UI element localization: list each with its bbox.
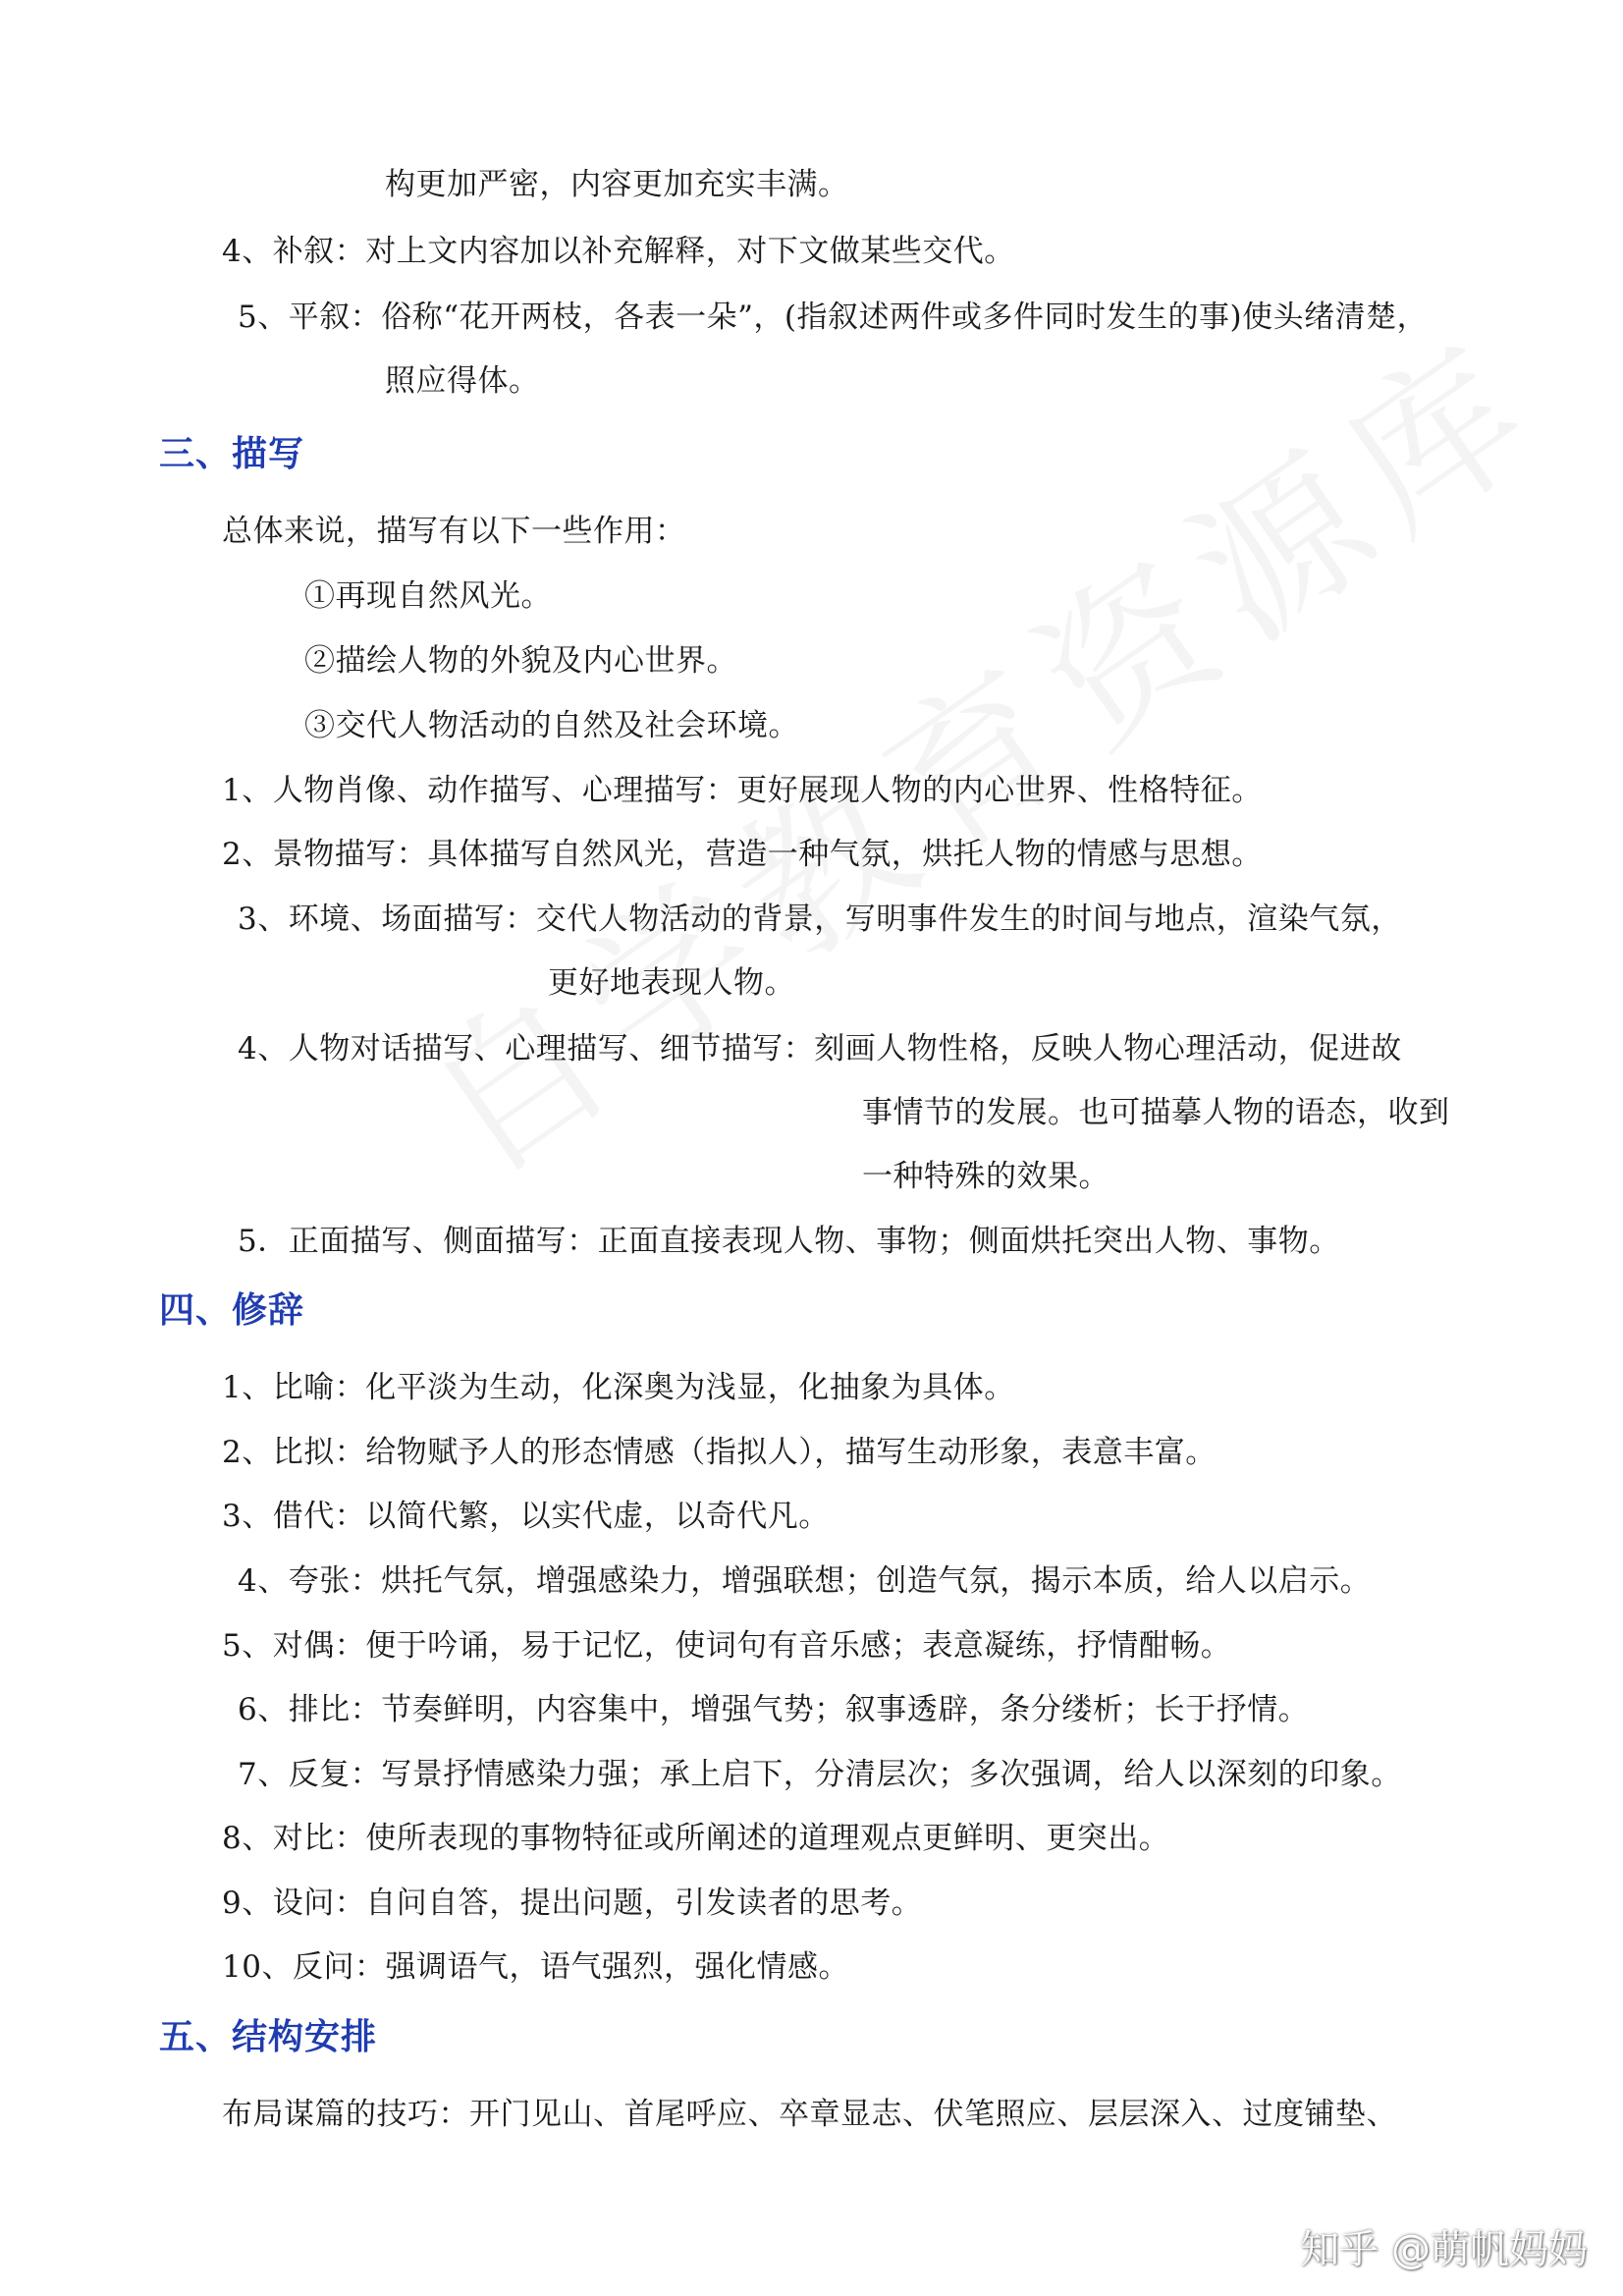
text-line: 布局谋篇的技巧：开门见山、首尾呼应、卒章显志、伏笔照应、层层深入、过度铺垫、 xyxy=(222,2097,1397,2132)
text-line: 照应得体。 xyxy=(385,363,540,399)
text-line: 总体来说，描写有以下一些作用： xyxy=(222,514,686,549)
list-item: 3、借代：以简代繁，以实代虚，以奇代凡。 xyxy=(222,1499,830,1534)
section-heading-structure: 五、结构安排 xyxy=(159,2017,378,2057)
list-item: 1、人物肖像、动作描写、心理描写：更好展现人物的内心世界、性格特征。 xyxy=(222,773,1263,808)
text-line: 事情节的发展。也可描摹人物的语态，收到 xyxy=(862,1095,1450,1130)
text-line: 更好地表现人物。 xyxy=(548,965,795,1001)
zhihu-author-watermark: 知乎 @萌帆妈妈 xyxy=(1300,2227,1588,2272)
list-item: 10、反问：强调语气，语气强烈，强化情感。 xyxy=(222,1949,849,1985)
section-heading-rhetoric: 四、修辞 xyxy=(159,1290,305,1331)
list-item: 1、比喻：化平淡为生动，化深奥为浅显，化抽象为具体。 xyxy=(222,1370,1015,1405)
list-item: 5．正面描写、侧面描写：正面直接表现人物、事物；侧面烘托突出人物、事物。 xyxy=(238,1224,1340,1259)
text-line: 一种特殊的效果。 xyxy=(862,1159,1109,1194)
list-item: 8、对比：使所表现的事物特征或所阐述的道理观点更鲜明、更突出。 xyxy=(222,1821,1170,1856)
text-line: 4、补叙：对上文内容加以补充解释，对下文做某些交代。 xyxy=(222,234,1015,269)
text-line: 构更加严密，内容更加充实丰满。 xyxy=(385,167,849,202)
list-item: 5、对偶：便于吟诵，易于记忆，使词句有音乐感；表意凝练，抒情酣畅。 xyxy=(222,1628,1232,1664)
list-item: 4、人物对话描写、心理描写、细节描写：刻画人物性格，反映人物心理活动，促进故 xyxy=(238,1031,1402,1066)
section-heading-description: 三、描写 xyxy=(159,434,305,474)
text-line: 5、平叙：俗称“花开两枝，各表一朵”，(指叙述两件或多件同时发生的事)使头绪清楚， xyxy=(238,300,1429,335)
list-item: 9、设问：自问自答，提出问题，引发读者的思考。 xyxy=(222,1886,923,1921)
list-item: 3、环境、场面描写：交代人物活动的背景，写明事件发生的时间与地点，渲染气氛， xyxy=(238,902,1402,937)
list-item: 7、反复：写景抒情感染力强；承上启下，分清层次；多次强调，给人以深刻的印象。 xyxy=(238,1757,1402,1792)
list-item: 2、比拟：给物赋予人的形态情感（指拟人），描写生动形象，表意丰富。 xyxy=(222,1435,1217,1470)
list-item: ①再现自然风光。 xyxy=(304,578,552,614)
list-item: 4、夸张：烘托气氛，增强感染力，增强联想；创造气氛，揭示本质，给人以启示。 xyxy=(238,1563,1372,1599)
list-item: ②描绘人物的外貌及内心世界。 xyxy=(304,643,737,679)
list-item: 6、排比：节奏鲜明，内容集中，增强气势；叙事透辟，条分缕析；长于抒情。 xyxy=(238,1692,1310,1727)
list-item: 2、景物描写：具体描写自然风光，营造一种气氛，烘托人物的情感与思想。 xyxy=(222,837,1263,872)
list-item: ③交代人物活动的自然及社会环境。 xyxy=(304,708,799,743)
